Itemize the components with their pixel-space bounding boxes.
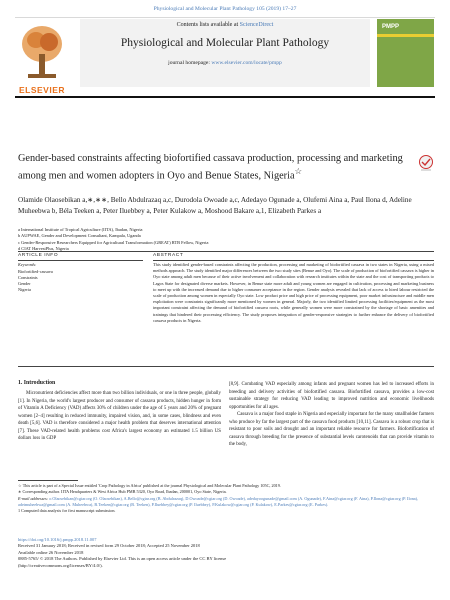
article-metadata [18, 537, 434, 569]
journal-homepage [80, 60, 370, 66]
affiliation-b: b AUPWAE, Gender and Development Consultant, Kampala, Uganda [18, 233, 141, 239]
section-divider-top [18, 251, 434, 252]
contents-line [80, 22, 370, 28]
intro-paragraph: Cassava is a major food staple in Nigeria and especially important for the many smallholder farmers who produce by far the largest part of the cassava food products [10,11]. Cassava is a robust crop that is resistant to poor soils and drought and an important reliable resource for farmers. Biofortification of cassava through breeding for the presence of substantial levels carotenoids that can provide vitamin to the body, [229, 412, 434, 447]
homepage-prefix: journal homepage: [168, 60, 212, 66]
keywords-list [18, 269, 53, 293]
received-dates: Received 31 January 2018; Received in revised form 29 October 2018; Accepted 25 November 2018 [18, 543, 200, 549]
journal-title: Physiological and Molecular Plant Pathology [120, 37, 330, 49]
copyright-line: 0885-5765/ © 2018 The Authors. Published by Elsevier Ltd. This is an open access article under the CC BY license [18, 556, 227, 562]
affiliation-a: a International Institute of Tropical Agriculture (IITA), Ibadan, Nigeria [18, 227, 143, 232]
keyword-item: Constraints [18, 275, 38, 281]
abstract-text: This study identified gender-based constraints affecting the production, processing and marketing of biofortified cassava in two states in Nigeria, using a mixed methods approach. The study identified major differences between the two study sites (Benue and Oyo). The scale of production of biofortified cassava is higher in Oyo state among adult men because of their active involvement and collaboration with research institutes within the state and the cost of transporting products to Lagos State for designated diverse markets. However, in Benue state more adult and young women are engaged in cultivation, processing and marketing business to meet up with the increased demand due to higher consumer acceptance in the region. Gender analysis revealed that lack of access to hired labour restricted the scale of production among women in especially Oyo state. Low product price and high price of processing equipment, poor market infrastructure and middle men exploitation were constraints significantly more mentioned by women in general. Majorly, the two identified limited processing facilities/equipment as the most important constraint affecting the demand of biofortified cassava roots, while generally women were more constrained by the shortage of basic amenities and trainings that hindered their processing efficiency. The study proposes integration of gender-responsive strategies to further enhance the delivery of biofortified cassava products in Nigeria. [153, 262, 434, 323]
abstract-heading: ABSTRACT [153, 253, 184, 258]
intro-column-right [229, 381, 434, 449]
article-info-rule [18, 260, 143, 261]
affiliation-d: d CIAT HarvestPlus, Nigeria [18, 246, 69, 252]
keywords-label: Keywords: [18, 262, 37, 267]
email-addresses[interactable]: o.Olaosebikan@cgiar.org (O. Olaosebikan), A.Bello@cgiar.org (B. Abdulrazaq), D.Owoade@cgiar.org (D. Owoade), adedayoogunade@gmail.com (A. Ogunade), F.Aina@cgiar.org (F. Aina), P.Ilona@cgiar.org (P. Ilona), adeimuheebwa@gmail.com (A. Muheebwa), B.Teeken@cgiar.org (B. Teeken), P.Iluebbey@cgiar.org (P. Iluebbey), P.Kulakow@cgiar.org (P. Kulakow), E.Parkes@cgiar.org (E. Parkes). [18, 495, 419, 507]
cover-band [377, 34, 434, 37]
corresponding-author-note: ∗ Corresponding author. IITA Headquarters & West Africa Hub PMB 5320, Oyo Road, Ibadan, 200001, Oyo State, Nigeria. [18, 489, 227, 495]
publisher-name: ELSEVIER [18, 85, 66, 95]
introduction-heading: 1. Introduction [18, 380, 56, 386]
affiliations [18, 227, 438, 253]
author-list: Olamide Olaosebikan a,∗,∗∗, Bello Abdulrazaq a,c, Durodola Owoade a,c, Adedayo Ogunade a, Olufemi Aina a, Paul Ilona d, Adeline Muheebwa b, Béla Teeken a, Peter Iluebbey a, Peter Kulakow a, Moshood Bakare a,1, Elizabeth Parkes a [18, 196, 412, 215]
cover-title: PMPP [382, 24, 400, 30]
keyword-item: Nigeria [18, 287, 31, 293]
intro-paragraph: [8,9]. Combating VAD especially among infants and pregnant women has led to increased efforts in breeding and delivery activities of biofortified cassava. Biofortified cassava, provides a low-cost sustainable strategy for reducing VAD leading to improved nutrition and economic livelihoods opportunities for all ages. [229, 382, 434, 410]
keyword-item: Biofortified-cassava [18, 269, 53, 274]
keyword-item: Gender [18, 281, 31, 287]
check-for-updates-icon[interactable] [418, 155, 434, 173]
article-title-text: Gender-based constraints affecting biofortified cassava production, processing and marketing among men and women adopters in Oyo and Benue States, Nigeria [18, 153, 403, 182]
license-link[interactable]: (http://creativecommons.org/licenses/BY/4.0/). [18, 562, 103, 568]
title-footnote-mark[interactable]: ☆ [294, 166, 303, 176]
journal-citation[interactable]: Physiological and Molecular Plant Pathology 105 (2019) 17–27 [153, 6, 297, 12]
doi-link[interactable]: https://doi.org/10.1016/j.pmpp.2018.11.007 [18, 537, 97, 542]
special-issue-note: ☆ This article is part of a Special Issue entitled 'Crop Pathology in Africa' published at the journal Physiological and Molecular Plant Pathology 105C, 2019. [18, 483, 281, 488]
footnotes [18, 483, 434, 514]
section-divider-bottom [18, 366, 434, 367]
affiliation-c: c Gender-Responsive Researchers Equipped for Agricultural Transformation (GREAT) RTB Fellow, Nigeria [18, 239, 209, 245]
article-info-heading: ARTICLE INFO [18, 253, 59, 258]
abstract-rule [153, 260, 434, 261]
contents-prefix: Contents lists available at [176, 22, 240, 28]
email-label: E-mail addresses: [18, 495, 49, 501]
homepage-link[interactable]: www.elsevier.com/locate/pmpp [211, 60, 282, 66]
email-note [18, 496, 434, 509]
journal-info-box [80, 19, 370, 87]
data-analysis-note: 1 Computed data analysis for first manuscript submission. [18, 508, 116, 514]
intro-column-left: Micronutrient deficiencies affect more than two billion individuals, or one in three people, globally [1]. In Nigeria, the world's largest producer and consumer of cassava products, hidden hunger in form of Vitamin A Deficiency (VAD) affects 30% of children under the age of 5 years and 20% of pregnant women [2–4] resulting in reduced immunity, impaired vision, and, in some cases, blindness and even death [5,6]. VAD is therefore considered a major health problem that deserves international attention [7]. These VAD-related health problems cost Africa's largest economy an estimated 1.5 billion US dollars loss in GDP [18, 391, 221, 441]
online-date: Available online 26 November 2018 [18, 549, 84, 555]
elsevier-tree-logo [16, 20, 68, 84]
footnote-rule [18, 480, 78, 481]
sciencedirect-link[interactable]: ScienceDirect [239, 22, 274, 28]
article-title [18, 152, 408, 182]
